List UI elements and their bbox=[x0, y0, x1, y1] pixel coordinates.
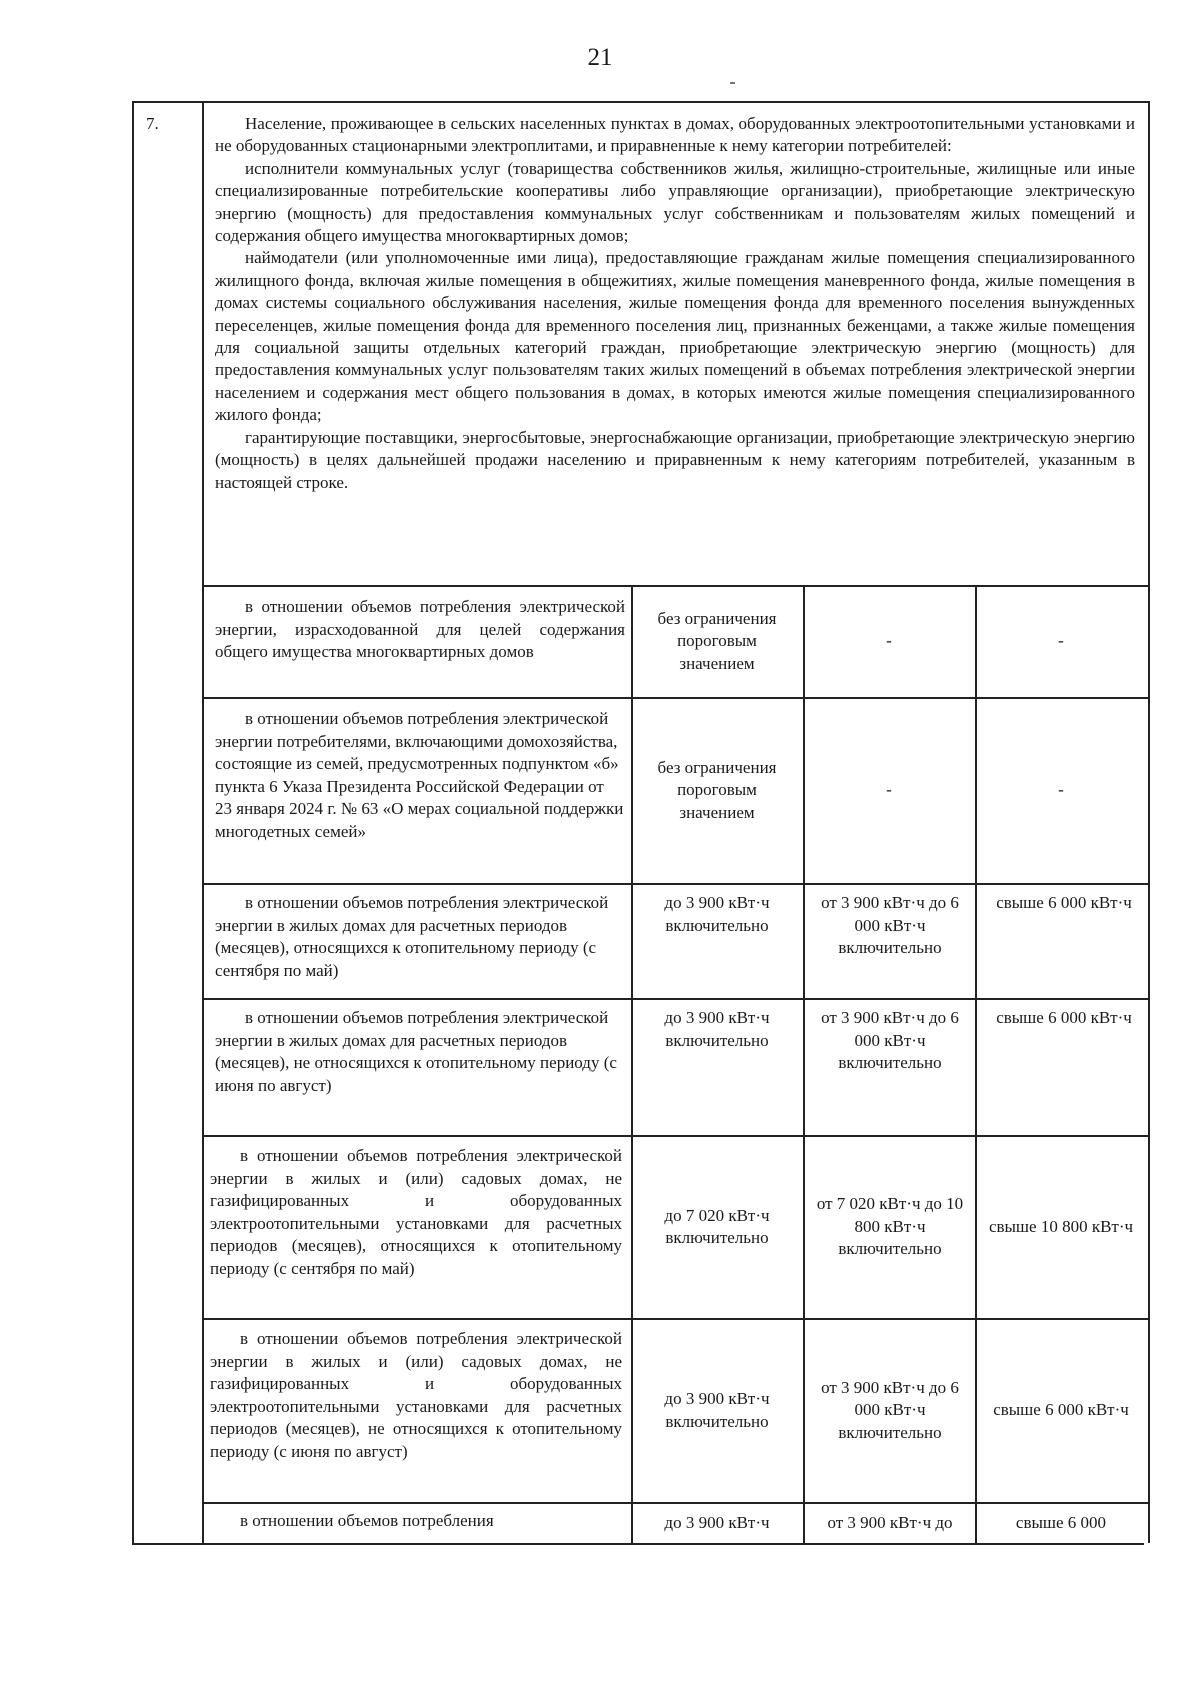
band2-value: - bbox=[886, 780, 892, 800]
band3-value: свыше 6 000 bbox=[1015, 1512, 1107, 1532]
band1-value: до 3 900 кВт·ч включительно bbox=[664, 1008, 770, 1050]
band1-value: без ограничения пороговым значением bbox=[657, 757, 777, 822]
table-border-left bbox=[132, 101, 134, 1544]
band2-value: от 3 900 кВт·ч до bbox=[827, 1512, 953, 1532]
band1-value: до 3 900 кВт·ч включительно bbox=[664, 1389, 770, 1431]
table-row-description: в отношении объемов потребления электрической энергии в жилых и (или) садовых домах, не газифицированных и оборудованных электроотопительными установками для расчетных периодов (месяцев), не относящихся к отопительному периоду (с июня по август) bbox=[210, 1329, 622, 1461]
band1-value: без ограничения пороговым значением bbox=[657, 608, 777, 673]
band1-value: до 3 900 кВт·ч включительно bbox=[664, 893, 770, 935]
band1-value: до 3 900 кВт·ч bbox=[664, 1512, 770, 1532]
band3-value: - bbox=[1058, 780, 1064, 800]
table-border-right bbox=[1148, 101, 1150, 1543]
intro-paragraph: наймодатели (или уполномоченные ими лица), предоставляющие гражданам жилые помещения специализированного жилищного фонда, включая жилые помещения в общежитиях, жилые помещения маневренного фонда, жилые помещения в домах системы социального обслуживания населения, жилые помещения фонда для временного поселения вынужденных переселенцев, жилые помещения фонда для временного поселения лиц, признанных беженцами, а также жилые помещения для социальной защиты отдельных категорий граждан, приобретающие электрическую энергию (мощность) для предоставления коммунальных услуг пользователям таких жилых помещений в объемах потребления электрической энергии населением и содержания мест общего пользования в домах, в которых имеются жилые помещения специализированного жилого фонда; bbox=[215, 248, 1135, 425]
scan-artifact bbox=[730, 82, 735, 84]
band2-value: от 3 900 кВт·ч до 6 000 кВт·ч включительно bbox=[821, 1377, 959, 1442]
table-border-top bbox=[132, 101, 1150, 103]
table-row-description: в отношении объемов потребления электрической энергии потребителями, включающими домохозяйства, состоящие из семей, предусмотренных подпунктом «б» пункта 6 Указа Президента Российской Федерации от 23 января 2024 г. № 63 «О мерах социальной поддержки многодетных семей» bbox=[215, 709, 624, 841]
table-row-description: в отношении объемов потребления электрической энергии в жилых домах для расчетных периодов (месяцев), не относящихся к отопительному периоду (с июня по август) bbox=[215, 1008, 617, 1095]
table-border-bottom bbox=[132, 1543, 1144, 1545]
band3-value: - bbox=[1058, 631, 1064, 651]
band3-value: свыше 6 000 кВт·ч bbox=[993, 1400, 1129, 1420]
intro-paragraph: гарантирующие поставщики, энергосбытовые, энергоснабжающие организации, приобретающие электрическую энергию (мощность) в целях дальнейшей продажи населению и приравненным к нему категориям потребителей, указанным в настоящей строке. bbox=[215, 427, 1135, 492]
band2-value: от 3 900 кВт·ч до 6 000 кВт·ч включительно bbox=[821, 893, 959, 957]
intro-paragraph: исполнители коммунальных услуг (товарищества собственников жилья, жилищно-строительные, жилищные или иные специализированные потребительские кооперативы либо управляющие организации), приобретающие электрическую энергию (мощность) для предоставления коммунальных услуг собственникам и пользователям жилых помещений и содержания общего имущества многоквартирных домов; bbox=[215, 158, 1135, 246]
intro-paragraph: Население, проживающее в сельских населенных пунктах в домах, оборудованных электроотопительными установками и не оборудованных стационарными электроплитами, и приравненные к нему категории потребителей: bbox=[215, 114, 1135, 156]
table-row-description: в отношении объемов потребления bbox=[240, 1511, 494, 1530]
page-number: 21 bbox=[587, 44, 613, 71]
row-divider bbox=[203, 883, 1148, 885]
table-row-description: в отношении объемов потребления электрической энергии, израсходованной для целей содержания общего имущества многоквартирных домов bbox=[215, 597, 625, 661]
table-row-description: в отношении объемов потребления электрической энергии в жилых и (или) садовых домах, не газифицированных и оборудованных электроотопительными установками для расчетных периодов (месяцев), относящихся к отопительному периоду (с сентября по май) bbox=[210, 1146, 622, 1278]
band2-value: - bbox=[886, 631, 892, 651]
column-divider-1 bbox=[631, 585, 633, 1543]
band3-value: свыше 10 800 кВт·ч bbox=[988, 1216, 1134, 1236]
column-divider-3 bbox=[975, 585, 977, 1543]
band1-value: до 7 020 кВт·ч включительно bbox=[664, 1205, 770, 1247]
row-divider bbox=[203, 998, 1148, 1000]
row-number: 7. bbox=[146, 114, 159, 133]
column-divider-2 bbox=[803, 585, 805, 1543]
band2-value: от 3 900 кВт·ч до 6 000 кВт·ч включительно bbox=[821, 1008, 959, 1072]
table-row-description: в отношении объемов потребления электрической энергии в жилых домах для расчетных периодов (месяцев), относящихся к отопительному периоду (с сентября по май) bbox=[215, 893, 609, 980]
row-intro-text bbox=[215, 113, 1135, 494]
band3-value: свыше 6 000 кВт·ч bbox=[996, 893, 1132, 912]
band2-value: от 7 020 кВт·ч до 10 800 кВт·ч включительно bbox=[816, 1194, 964, 1259]
number-column-divider bbox=[202, 101, 204, 1544]
band3-value: свыше 6 000 кВт·ч bbox=[996, 1008, 1132, 1027]
